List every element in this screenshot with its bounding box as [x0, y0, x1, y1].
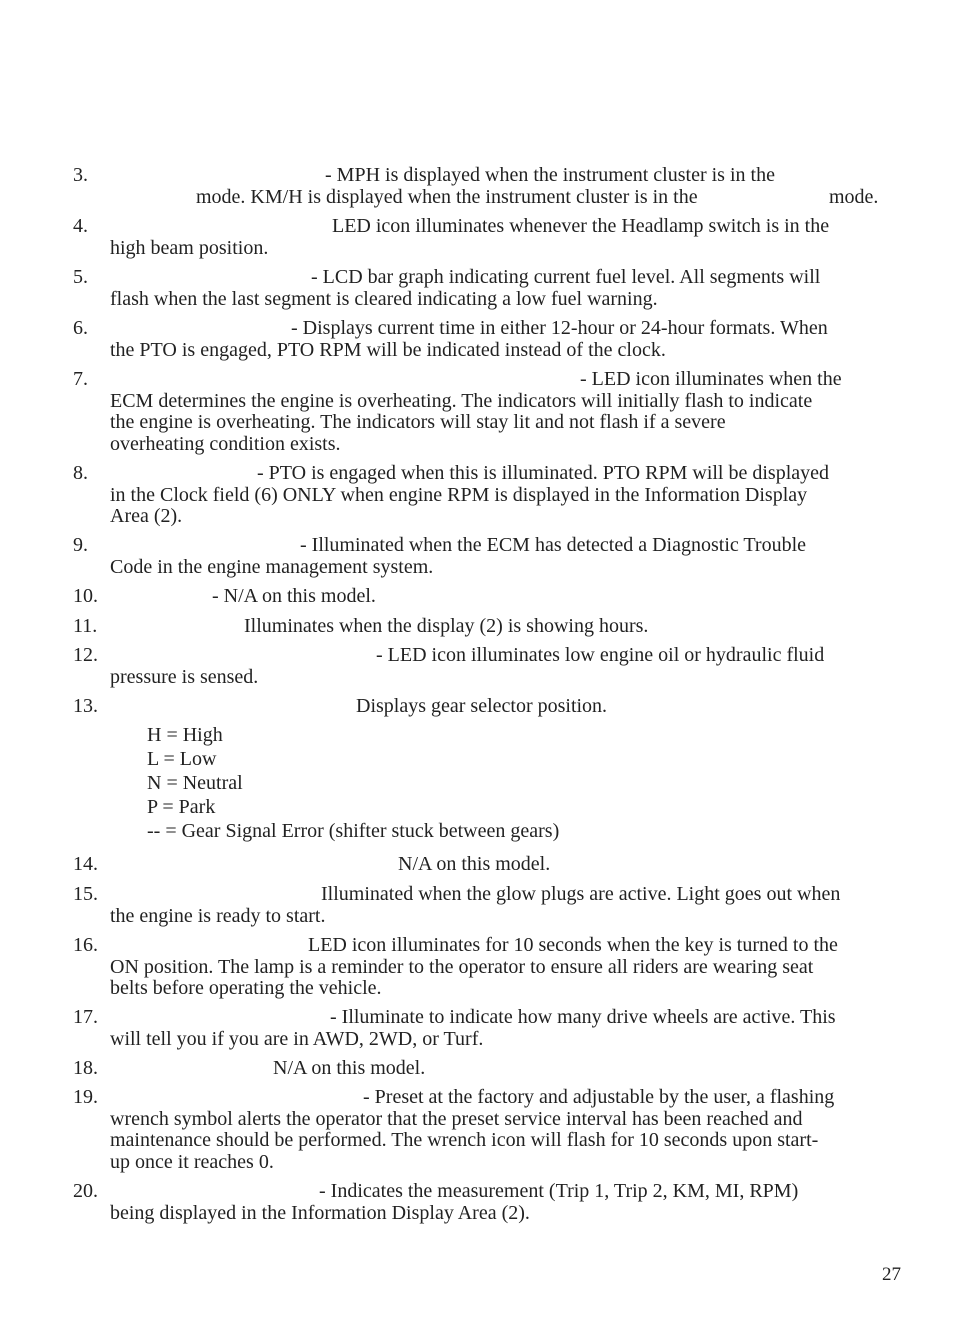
item-number: 20. [73, 1180, 98, 1202]
item-number: 16. [73, 934, 98, 956]
item-text-line: - Preset at the factory and adjustable by the user, a flashing [363, 1086, 835, 1108]
gear-position-item: P = Park [147, 796, 216, 818]
item-text-line: - Illuminated when the ECM has detected a Diagnostic Trouble [300, 534, 807, 556]
item-text-line: Displays gear selector position. [356, 695, 608, 717]
item-number: 18. [73, 1057, 98, 1079]
item-text-line: - LED icon illuminates low engine oil or hydraulic fluid [376, 644, 825, 666]
item-number: 10. [73, 585, 98, 607]
item-text-line: up once it reaches 0. [110, 1150, 274, 1173]
item-text-line: high beam position. [110, 236, 269, 259]
item-number: 19. [73, 1086, 98, 1108]
item-text-line: - LCD bar graph indicating current fuel level. All segments will [311, 266, 821, 288]
item-text-line: - Indicates the measurement (Trip 1, Trip 2, KM, MI, RPM) [319, 1180, 799, 1202]
gear-position-list [147, 723, 559, 843]
item-text-line: LED icon illuminates for 10 seconds when the key is turned to the [308, 934, 838, 956]
item-number: 8. [73, 462, 88, 484]
item-text-line: belts before operating the vehicle. [110, 977, 382, 1000]
item-number: 9. [73, 534, 88, 556]
item-text-line: in the Clock field (6) ONLY when engine RPM is displayed in the Information Display [110, 483, 808, 506]
gear-position-item: L = Low [147, 748, 217, 770]
item-number: 17. [73, 1006, 98, 1028]
item-text-line: - MPH is displayed when the instrument cluster is in the [325, 164, 775, 186]
item-number: 12. [73, 644, 98, 666]
gear-position-item: -- = Gear Signal Error (shifter stuck between gears) [147, 820, 560, 842]
item-text-line: the engine is overheating. The indicators will stay lit and not flash if a severe [110, 411, 726, 434]
item-number: 13. [73, 695, 98, 717]
item-number: 7. [73, 368, 88, 390]
item-text-line: pressure is sensed. [110, 665, 259, 688]
item-number: 11. [73, 615, 98, 637]
item-text-line: will tell you if you are in AWD, 2WD, or Turf. [110, 1027, 484, 1050]
item-text-line: ECM determines the engine is overheating. The indicators will initially flash to indicate [110, 389, 813, 412]
item-text-line: being displayed in the Information Display Area (2). [110, 1201, 530, 1224]
item-number: 15. [73, 883, 98, 905]
item-text-line: - LED icon illuminates when the [580, 368, 842, 390]
item-text-line: Area (2). [110, 505, 183, 528]
item-number: 3. [73, 164, 88, 186]
item-text-line: mode. [829, 185, 879, 208]
item-text-line: the PTO is engaged, PTO RPM will be indicated instead of the clock. [110, 338, 666, 361]
item-text-line: wrench symbol alerts the operator that the preset service interval has been reached and [110, 1107, 803, 1130]
gear-position-item: H = High [147, 724, 223, 746]
item-text-line: the engine is ready to start. [110, 904, 326, 927]
item-number: 6. [73, 317, 88, 339]
item-text-line: Illuminated when the glow plugs are active. Light goes out when [321, 883, 841, 905]
page-number: 27 [882, 1264, 901, 1285]
item-number: 4. [73, 215, 88, 237]
item-number: 14. [73, 853, 98, 875]
item-text-line: maintenance should be performed. The wrench icon will flash for 10 seconds upon start- [110, 1129, 819, 1152]
item-text-line: mode. KM/H is displayed when the instrument cluster is in the [196, 185, 698, 208]
item-text-line: LED icon illuminates whenever the Headlamp switch is in the [332, 215, 830, 237]
item-text-line: N/A on this model. [273, 1057, 426, 1079]
item-text-line: flash when the last segment is cleared indicating a low fuel warning. [110, 287, 658, 310]
item-text-line: - N/A on this model. [212, 585, 376, 607]
item-text-line: - Displays current time in either 12-hour or 24-hour formats. When [291, 317, 828, 339]
item-number: 5. [73, 266, 88, 288]
item-text-line: N/A on this model. [398, 853, 551, 875]
item-text-line: ON position. The lamp is a reminder to the operator to ensure all riders are wearing seat [110, 955, 814, 978]
item-text-line: Code in the engine management system. [110, 555, 434, 578]
item-text-line: - PTO is engaged when this is illuminated. PTO RPM will be displayed [257, 462, 830, 484]
item-text-line: - Illuminate to indicate how many drive wheels are active. This [330, 1006, 836, 1028]
item-text-line: overheating condition exists. [110, 432, 341, 455]
item-text-line: Illuminates when the display (2) is showing hours. [244, 615, 649, 637]
gear-position-item: N = Neutral [147, 772, 243, 794]
